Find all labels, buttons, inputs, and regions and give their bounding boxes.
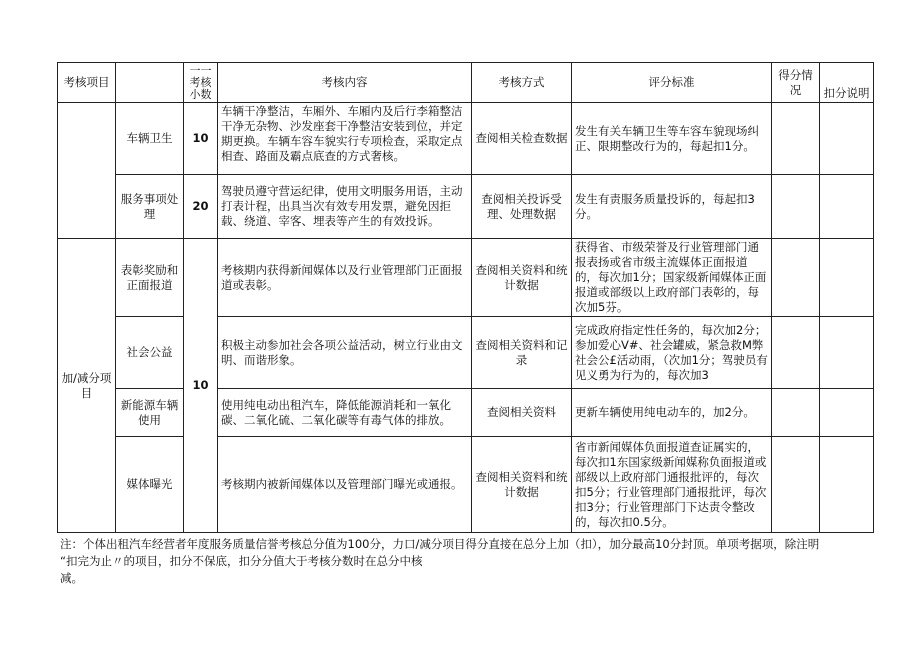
bonus-category: 加/减分项目	[58, 239, 116, 533]
row-deduct-note	[820, 317, 874, 389]
row-standard: 发生有关车辆卫生等车容车貌现场纠正、限期整改行为的，每起扣1分。	[572, 103, 772, 175]
row-standard: 完成政府指定性任务的，每次加2分；参加爱心V#、社会罐威，紧急救M弊社会公£活动雨，（次加1分；驾驶员有见义勇为行为的，每次加3	[572, 317, 772, 389]
header-score-line: 一一	[189, 63, 212, 77]
row-standard: 更新车辆使用纯电动车的，加2分。	[572, 389, 772, 437]
row-sub: 社会公益	[116, 317, 184, 389]
table-row	[58, 437, 874, 533]
row-sub: 车辆卫生	[116, 103, 184, 175]
row-score: 10	[184, 103, 218, 175]
row-method: 查阅相关资料	[472, 389, 572, 437]
row-method: 查阅相关资料和记录	[472, 317, 572, 389]
row-result	[772, 317, 820, 389]
header-method: 考核方式	[472, 63, 572, 103]
row-deduct-note	[820, 175, 874, 239]
row-content: 考核期内被新闻媒体以及管理部门曝光或通报。	[218, 437, 472, 533]
bonus-score: 10	[184, 239, 218, 533]
header-item: 考核项目	[58, 63, 116, 103]
row-deduct-note	[820, 389, 874, 437]
row-content: 车辆干净整洁，车厢外、车厢内及后行李箱整洁干净无杂物、沙发座套干净整洁安装到位，并定期更换。车辆车容车貌实行专项检查，采取定点相查、路面及霸点底查的方式奢核。	[218, 103, 472, 175]
row-result	[772, 175, 820, 239]
row-standard: 获得省、市级荣誉及行业管理部门通报表扬或省市级主流媒体正面报道的，每次加1分；国家级新闻媒体正面报道或部级以上政府部门表彰的，每次加5芬。	[572, 239, 772, 317]
row-method: 查阅相关投诉受理、处理数据	[472, 175, 572, 239]
header-content: 考核内容	[218, 63, 472, 103]
header-standard: 评分标准	[572, 63, 772, 103]
row-result	[772, 239, 820, 317]
footnote	[60, 536, 870, 587]
header-result: 得分情况	[772, 63, 820, 103]
row-content: 使用纯电动出租汽车，降低能源消耗和一氧化碳、二氧化硫、二氧化碳等有毒气体的排放。	[218, 389, 472, 437]
header-sub-empty	[116, 63, 184, 103]
row-score: 20	[184, 175, 218, 239]
row-deduct-note	[820, 239, 874, 317]
table-row	[58, 103, 874, 175]
footnote-line: “扣完为止〃的项目，扣分不保底，扣分分值大于考核分数时在总分中核	[60, 554, 423, 568]
table-row	[58, 175, 874, 239]
table-row	[58, 389, 874, 437]
header-row	[58, 63, 874, 103]
assessment-table	[57, 62, 874, 533]
row-sub: 新能源车辆使用	[116, 389, 184, 437]
row-method: 查阅相关检查数据	[472, 103, 572, 175]
table-row	[58, 317, 874, 389]
header-score-bottom: 小数	[189, 87, 212, 101]
row-result	[772, 437, 820, 533]
item-cell-empty	[58, 103, 116, 239]
footnote-line: 减。	[60, 571, 83, 585]
row-deduct-note	[820, 103, 874, 175]
row-content: 积极主动参加社会各项公益活动，树立行业由文明、而谐形象。	[218, 317, 472, 389]
row-sub: 表彰奖励和正面报道	[116, 239, 184, 317]
row-sub: 服务事项处理	[116, 175, 184, 239]
header-score-top: 考核	[189, 75, 212, 89]
row-standard: 发生有责服务质量投诉的，每起扣3分。	[572, 175, 772, 239]
row-method: 查阅相关资料和统计数据	[472, 239, 572, 317]
row-sub: 媒体曝光	[116, 437, 184, 533]
table-row	[58, 239, 874, 317]
row-result	[772, 389, 820, 437]
row-standard: 省市新闻媒体负面报道查证属实的，每次扣1东国家级新闻媒称负面报道或部级以上政府部门通报批评的，每次扣5分；行业管理部门通报批评，每次扣3分；行业管理部门下达责令整改的，每次扣0.5分。	[572, 437, 772, 533]
header-deduct-note: 扣分说明	[820, 63, 874, 103]
row-result	[772, 103, 820, 175]
header-score	[184, 63, 218, 103]
row-content: 考核期内获得新闻媒体以及行业管理部门正面报道或表彰。	[218, 239, 472, 317]
row-content: 驾驶员遵守营运纪律，使用文明服务用语，主动打表计程，出具当次有效专用发票，避免因拒载、绕道、宰客、埋表等产生的有效投诉。	[218, 175, 472, 239]
footnote-line: 注：个体出租汽车经营者年度服务质量信誉考核总分值为100分，力口/减分项目得分直接在总分上加（扣），加分最高10分封顶。单项考据项，除注明	[60, 537, 820, 551]
row-deduct-note	[820, 437, 874, 533]
row-method: 查阅相关资料和统计数据	[472, 437, 572, 533]
